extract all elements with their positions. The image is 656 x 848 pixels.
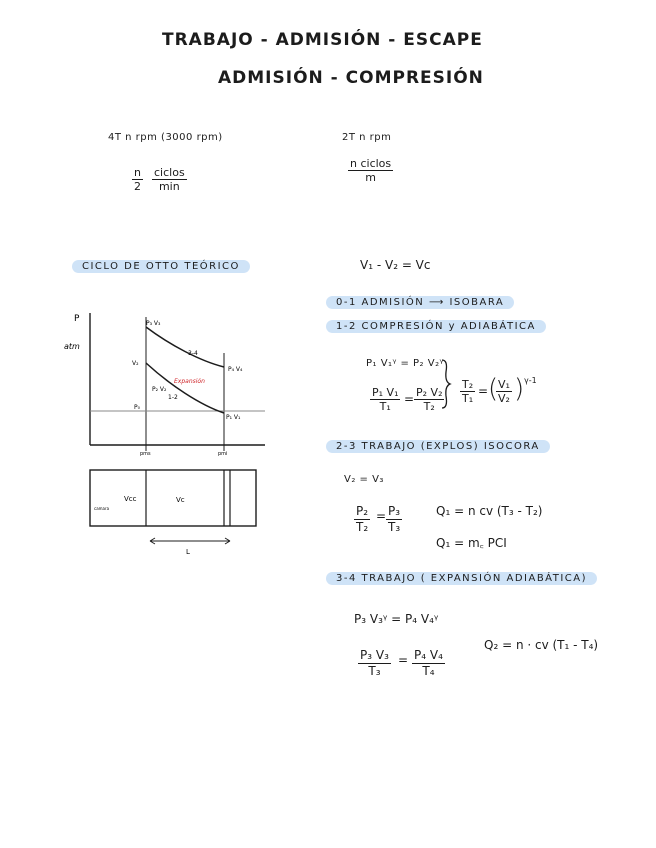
eq12-fraction-a	[370, 386, 400, 413]
atm-label: atm	[64, 342, 80, 351]
engine-2t-fraction	[348, 157, 393, 184]
q1-fuel-equation: Q₁ = m꜀ PCI	[436, 536, 507, 550]
eq12-line1: P₁ V₁ᵞ = P₂ V₂ᵞ	[366, 358, 444, 369]
engine-4t-fraction-2	[152, 166, 187, 193]
fraction-numerator: P₃	[388, 504, 401, 518]
brace	[440, 358, 452, 410]
step-2-3: 2-3 TRABAJO (EXPLOS) ISOCORA	[326, 440, 550, 453]
point-label-4: P₄ V₄	[228, 366, 243, 373]
process-label-34: 3-4	[188, 350, 198, 357]
eq34-fraction-b	[412, 648, 445, 679]
fraction-denominator: T₂	[423, 400, 435, 413]
box-label-vcc: Vcc	[124, 495, 137, 503]
fraction-denominator: T₁	[379, 400, 391, 413]
volume-equation: V₁ - V₂ = Vc	[360, 258, 431, 272]
tick-pmi: pmi	[218, 451, 228, 457]
engine-4t-fraction	[132, 166, 143, 193]
step-3-4: 3-4 TRABAJO ( EXPANSIÓN ADIABÁTICA)	[326, 572, 597, 585]
eq12-exponent: γ-1	[524, 376, 537, 385]
eq12-ratio-equals: =	[478, 384, 489, 398]
fraction-denominator: m	[365, 171, 376, 184]
q1-equation: Q₁ = n cv (T₃ - T₂)	[436, 504, 543, 518]
eq23-line1: V₂ = V₃	[344, 474, 384, 485]
eq23-equals: =	[376, 509, 387, 523]
fraction-numerator: P₁ V₁	[372, 386, 399, 399]
step-0-1: 0-1 ADMISIÓN ⟶ ISOBARA	[326, 296, 514, 309]
q2-equation: Q₂ = n · cv (T₁ - T₄)	[484, 638, 599, 652]
eq12-ratio-b	[496, 378, 512, 405]
otto-cycle-heading: CICLO DE OTTO TEÓRICO	[72, 260, 250, 273]
fraction-numerator: n	[134, 166, 141, 179]
eq12-ratio-a	[460, 378, 475, 405]
fraction-numerator: n ciclos	[350, 157, 392, 170]
cylinder-box	[90, 470, 256, 526]
expansion-note: Expansión	[174, 378, 205, 385]
eq34-line1: P₃ V₃ᵞ = P₄ V₄ᵞ	[354, 612, 439, 626]
point-label-v2: V₂	[132, 360, 139, 367]
step-1-2: 1-2 COMPRESIÓN y ADIABÁTICA	[326, 320, 546, 333]
open-paren: (	[488, 374, 499, 404]
fraction-denominator: T₄	[422, 664, 435, 678]
fraction-numerator: V₁	[498, 378, 510, 391]
eq23-fraction-b	[386, 504, 402, 535]
fraction-numerator: P₂ V₂	[416, 386, 443, 399]
stroke-label: L	[186, 548, 190, 555]
fraction-denominator: V₂	[498, 392, 510, 405]
fraction-denominator: 2	[134, 180, 141, 193]
fraction-numerator: P₄ V₄	[414, 648, 443, 662]
point-label-2: P₂ V₂	[152, 386, 167, 393]
fraction-numerator: P₂	[356, 504, 369, 518]
fraction-numerator: ciclos	[154, 166, 185, 179]
point-label-p0: P₀	[134, 404, 141, 411]
fraction-denominator: T₃	[388, 520, 401, 534]
point-label-3: P₃ V₃	[146, 320, 161, 327]
fraction-denominator: T₁	[462, 392, 474, 405]
eq12-equals: =	[404, 392, 415, 406]
eq34-equals: =	[398, 653, 409, 667]
p-axis-label: P	[74, 314, 80, 324]
eq23-fraction-a	[354, 504, 370, 535]
fraction-denominator: min	[158, 180, 180, 193]
expansion-curve	[146, 327, 224, 367]
engine-4t-text: 4T n rpm (3000 rpm)	[108, 132, 223, 143]
fraction-denominator: T₂	[356, 520, 369, 534]
close-paren: )	[514, 374, 525, 404]
fraction-numerator: T₂	[462, 378, 474, 391]
process-label-12: 1-2	[168, 394, 178, 401]
fraction-numerator: P₃ V₃	[360, 648, 389, 662]
box-label-vc: Vc	[176, 496, 185, 504]
title-line-2: ADMISIÓN - COMPRESIÓN	[218, 68, 484, 88]
engine-2t-text: 2T n rpm	[342, 132, 392, 143]
fraction-denominator: T₃	[368, 664, 381, 678]
point-label-1: P₁ V₁	[226, 414, 241, 421]
title-line-1: TRABAJO - ADMISIÓN - ESCAPE	[162, 30, 483, 50]
pv-diagram	[60, 305, 275, 555]
tick-pms: pms	[140, 451, 151, 457]
eq34-fraction-a	[358, 648, 391, 679]
box-small-note: camara	[94, 506, 110, 511]
